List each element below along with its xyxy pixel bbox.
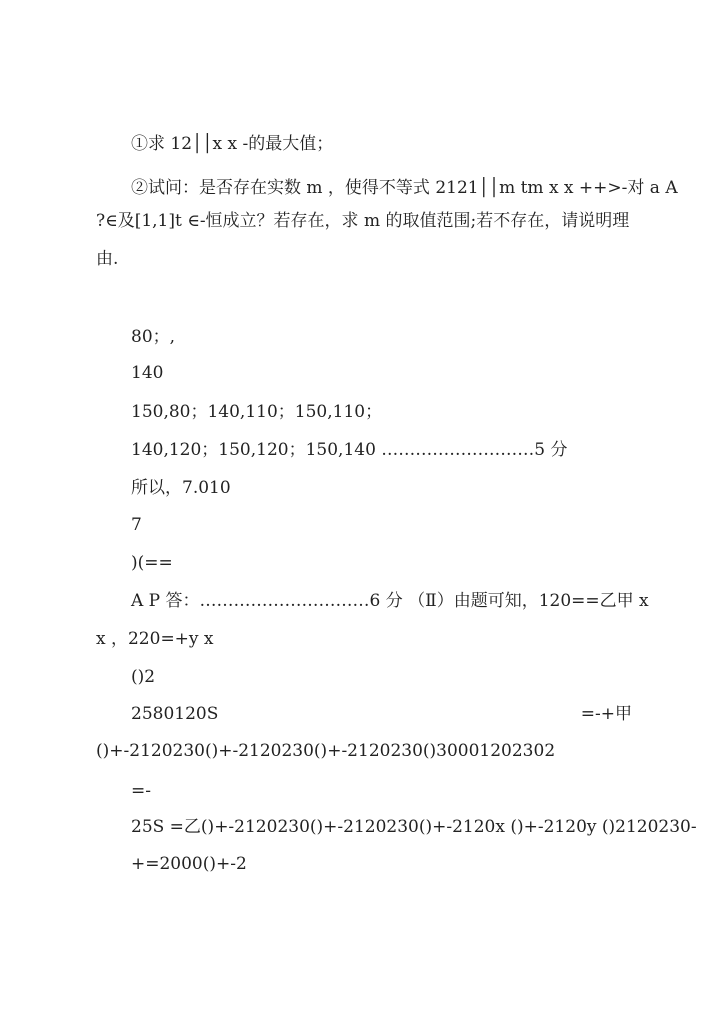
answer-line-11-right: =-+甲	[580, 704, 632, 724]
answer-line-13: =-	[131, 781, 151, 801]
answer-line-11-left: 2580120S	[131, 704, 219, 724]
answer-line-6: 7	[131, 515, 142, 535]
answer-line-8: A P 答：…………………………6 分 （Ⅱ）由题可知，120==乙甲 x	[131, 591, 649, 611]
answer-line-2: 140	[131, 363, 164, 383]
answer-line-1: 80；,	[131, 327, 176, 347]
answer-line-7: )(==	[131, 553, 173, 573]
answer-line-15: +=2000()+-2	[131, 854, 247, 874]
answer-line-9: x ，220=+y x	[96, 629, 214, 649]
answer-line-12: ()+-2120230()+-2120230()+-2120230()30001202302	[96, 741, 556, 761]
answer-line-11	[0, 703, 720, 725]
answer-line-10: ()2	[131, 667, 156, 687]
question-part-1: ①求 12││x x -的最大值；	[131, 134, 334, 154]
answer-line-3: 150,80；140,110；150,110；	[131, 402, 383, 422]
answer-line-5: 所以，7.010	[131, 478, 231, 498]
answer-line-4: 140,120；150,120；150,140 ………………………5 分	[131, 440, 568, 460]
answer-line-14: 25S =乙()+-2120230()+-2120230()+-2120x ()+-2120y ()2120230-	[131, 817, 697, 837]
question-part-2-line-2: ?∈及[1,1]t ∈-恒成立？若存在，求 m 的取值范围;若不存在，请说明理	[96, 211, 630, 231]
question-part-2-line-1: ②试问：是否存在实数 m ，使得不等式 2121││m tm x x ++>-对 a A	[131, 178, 678, 198]
question-part-2-line-3: 由.	[96, 249, 119, 269]
